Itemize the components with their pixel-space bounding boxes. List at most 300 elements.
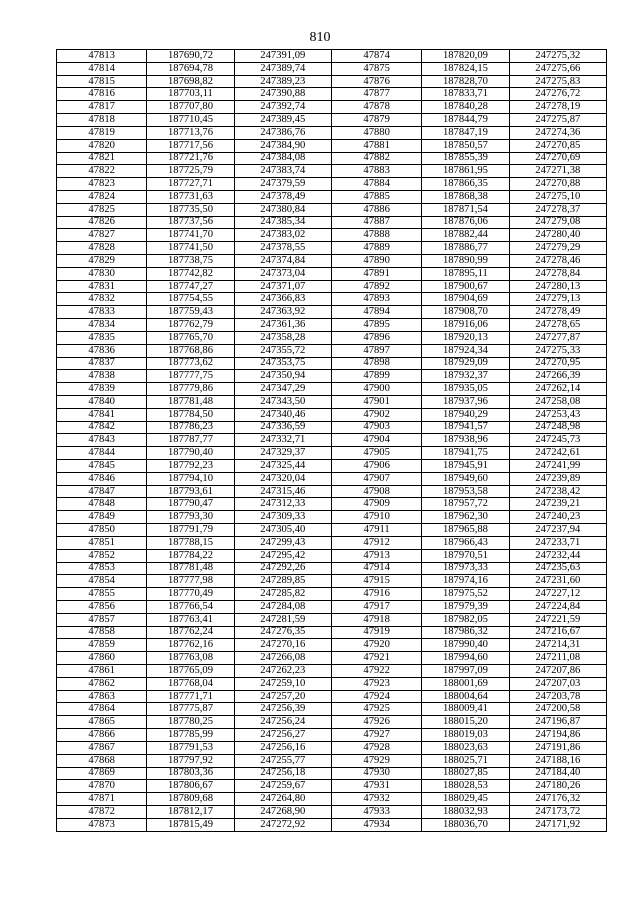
x-coordinate-left: 187717,56 xyxy=(147,139,234,152)
point-number-right: 47915 xyxy=(331,575,421,588)
x-coordinate-left: 187766,54 xyxy=(147,600,234,613)
x-coordinate-right: 188036,70 xyxy=(422,818,509,831)
point-number-right: 47885 xyxy=(331,190,421,203)
point-number-right: 47928 xyxy=(331,741,421,754)
table-row xyxy=(57,75,607,88)
point-number-left: 47844 xyxy=(57,447,147,460)
y-coordinate-right: 247279,08 xyxy=(509,216,606,229)
point-number-right: 47923 xyxy=(331,677,421,690)
y-coordinate-right: 247270,85 xyxy=(509,139,606,152)
table-row xyxy=(57,626,607,639)
x-coordinate-left: 187791,79 xyxy=(147,524,234,537)
table-row xyxy=(57,549,607,562)
point-number-left: 47815 xyxy=(57,75,147,88)
point-number-left: 47813 xyxy=(57,50,147,63)
y-coordinate-left: 247292,26 xyxy=(234,562,331,575)
y-coordinate-left: 247268,90 xyxy=(234,805,331,818)
y-coordinate-left: 247389,23 xyxy=(234,75,331,88)
point-number-left: 47837 xyxy=(57,357,147,370)
x-coordinate-left: 187793,61 xyxy=(147,485,234,498)
table-row xyxy=(57,575,607,588)
point-number-left: 47849 xyxy=(57,511,147,524)
table-row xyxy=(57,511,607,524)
point-number-right: 47887 xyxy=(331,216,421,229)
x-coordinate-left: 187779,86 xyxy=(147,383,234,396)
table-row xyxy=(57,524,607,537)
x-coordinate-left: 187786,23 xyxy=(147,421,234,434)
point-number-left: 47835 xyxy=(57,331,147,344)
x-coordinate-right: 187882,44 xyxy=(422,229,509,242)
y-coordinate-left: 247343,50 xyxy=(234,395,331,408)
point-number-right: 47896 xyxy=(331,331,421,344)
point-number-left: 47873 xyxy=(57,818,147,831)
y-coordinate-right: 247270,69 xyxy=(509,152,606,165)
point-number-left: 47830 xyxy=(57,267,147,280)
point-number-left: 47814 xyxy=(57,62,147,75)
table-row xyxy=(57,242,607,255)
point-number-right: 47933 xyxy=(331,805,421,818)
y-coordinate-left: 247383,02 xyxy=(234,229,331,242)
table-row xyxy=(57,716,607,729)
x-coordinate-right: 187990,40 xyxy=(422,639,509,652)
y-coordinate-right: 247248,98 xyxy=(509,421,606,434)
x-coordinate-right: 187855,39 xyxy=(422,152,509,165)
x-coordinate-left: 187727,71 xyxy=(147,178,234,191)
x-coordinate-right: 187962,30 xyxy=(422,511,509,524)
point-number-right: 47897 xyxy=(331,344,421,357)
table-row xyxy=(57,267,607,280)
x-coordinate-left: 187713,76 xyxy=(147,126,234,139)
y-coordinate-left: 247272,92 xyxy=(234,818,331,831)
y-coordinate-right: 247216,67 xyxy=(509,626,606,639)
x-coordinate-right: 187916,06 xyxy=(422,319,509,332)
point-number-right: 47883 xyxy=(331,165,421,178)
table-row xyxy=(57,562,607,575)
point-number-right: 47874 xyxy=(331,50,421,63)
x-coordinate-left: 187698,82 xyxy=(147,75,234,88)
point-number-left: 47824 xyxy=(57,190,147,203)
x-coordinate-left: 187803,36 xyxy=(147,767,234,780)
y-coordinate-right: 247275,33 xyxy=(509,344,606,357)
y-coordinate-right: 247278,37 xyxy=(509,203,606,216)
point-number-right: 47875 xyxy=(331,62,421,75)
x-coordinate-right: 187868,38 xyxy=(422,190,509,203)
x-coordinate-left: 187725,79 xyxy=(147,165,234,178)
point-number-left: 47842 xyxy=(57,421,147,434)
y-coordinate-left: 247386,76 xyxy=(234,126,331,139)
table-row xyxy=(57,741,607,754)
x-coordinate-left: 187781,48 xyxy=(147,562,234,575)
point-number-left: 47843 xyxy=(57,434,147,447)
y-coordinate-left: 247315,46 xyxy=(234,485,331,498)
y-coordinate-left: 247378,55 xyxy=(234,242,331,255)
x-coordinate-right: 187997,09 xyxy=(422,665,509,678)
x-coordinate-right: 187886,77 xyxy=(422,242,509,255)
table-row xyxy=(57,216,607,229)
x-coordinate-left: 187765,09 xyxy=(147,665,234,678)
x-coordinate-right: 187935,05 xyxy=(422,383,509,396)
y-coordinate-left: 247353,75 xyxy=(234,357,331,370)
table-row xyxy=(57,690,607,703)
y-coordinate-left: 247305,40 xyxy=(234,524,331,537)
table-row xyxy=(57,344,607,357)
y-coordinate-right: 247227,12 xyxy=(509,588,606,601)
x-coordinate-left: 187731,63 xyxy=(147,190,234,203)
x-coordinate-right: 187871,54 xyxy=(422,203,509,216)
x-coordinate-left: 187735,50 xyxy=(147,203,234,216)
y-coordinate-left: 247391,09 xyxy=(234,50,331,63)
table-row xyxy=(57,255,607,268)
x-coordinate-right: 187820,09 xyxy=(422,50,509,63)
table-row xyxy=(57,460,607,473)
x-coordinate-left: 187787,77 xyxy=(147,434,234,447)
x-coordinate-left: 187809,68 xyxy=(147,793,234,806)
point-number-left: 47822 xyxy=(57,165,147,178)
y-coordinate-left: 247383,74 xyxy=(234,165,331,178)
table-row xyxy=(57,639,607,652)
point-number-left: 47857 xyxy=(57,613,147,626)
point-number-right: 47902 xyxy=(331,408,421,421)
point-number-left: 47817 xyxy=(57,101,147,114)
y-coordinate-left: 247299,43 xyxy=(234,536,331,549)
y-coordinate-left: 247312,33 xyxy=(234,498,331,511)
point-number-right: 47882 xyxy=(331,152,421,165)
y-coordinate-left: 247295,42 xyxy=(234,549,331,562)
y-coordinate-right: 247176,32 xyxy=(509,793,606,806)
point-number-left: 47846 xyxy=(57,472,147,485)
y-coordinate-right: 247262,14 xyxy=(509,383,606,396)
y-coordinate-left: 247355,72 xyxy=(234,344,331,357)
y-coordinate-left: 247380,84 xyxy=(234,203,331,216)
table-row xyxy=(57,421,607,434)
y-coordinate-right: 247277,87 xyxy=(509,331,606,344)
table-row xyxy=(57,88,607,101)
point-number-left: 47853 xyxy=(57,562,147,575)
point-number-left: 47854 xyxy=(57,575,147,588)
x-coordinate-right: 187861,95 xyxy=(422,165,509,178)
coordinates-table-body xyxy=(57,50,607,832)
x-coordinate-right: 187920,13 xyxy=(422,331,509,344)
point-number-right: 47890 xyxy=(331,255,421,268)
x-coordinate-right: 187979,39 xyxy=(422,600,509,613)
point-number-right: 47910 xyxy=(331,511,421,524)
point-number-left: 47866 xyxy=(57,729,147,742)
x-coordinate-left: 187777,98 xyxy=(147,575,234,588)
point-number-left: 47823 xyxy=(57,178,147,191)
point-number-right: 47904 xyxy=(331,434,421,447)
y-coordinate-right: 247278,46 xyxy=(509,255,606,268)
point-number-right: 47917 xyxy=(331,600,421,613)
x-coordinate-left: 187763,08 xyxy=(147,652,234,665)
y-coordinate-left: 247389,45 xyxy=(234,114,331,127)
table-row xyxy=(57,306,607,319)
point-number-left: 47862 xyxy=(57,677,147,690)
y-coordinate-right: 247239,89 xyxy=(509,472,606,485)
point-number-right: 47921 xyxy=(331,652,421,665)
point-number-left: 47861 xyxy=(57,665,147,678)
y-coordinate-left: 247255,77 xyxy=(234,754,331,767)
y-coordinate-right: 247221,59 xyxy=(509,613,606,626)
y-coordinate-right: 247274,36 xyxy=(509,126,606,139)
coordinates-table xyxy=(56,49,607,832)
y-coordinate-right: 247214,31 xyxy=(509,639,606,652)
point-number-left: 47868 xyxy=(57,754,147,767)
point-number-right: 47880 xyxy=(331,126,421,139)
x-coordinate-left: 187780,25 xyxy=(147,716,234,729)
y-coordinate-right: 247271,38 xyxy=(509,165,606,178)
point-number-left: 47840 xyxy=(57,395,147,408)
table-row xyxy=(57,600,607,613)
y-coordinate-left: 247285,82 xyxy=(234,588,331,601)
x-coordinate-left: 187690,72 xyxy=(147,50,234,63)
y-coordinate-right: 247276,72 xyxy=(509,88,606,101)
table-row xyxy=(57,805,607,818)
y-coordinate-left: 247384,08 xyxy=(234,152,331,165)
x-coordinate-right: 187949,60 xyxy=(422,472,509,485)
y-coordinate-right: 247242,61 xyxy=(509,447,606,460)
point-number-right: 47877 xyxy=(331,88,421,101)
point-number-right: 47888 xyxy=(331,229,421,242)
x-coordinate-right: 187940,29 xyxy=(422,408,509,421)
y-coordinate-left: 247257,20 xyxy=(234,690,331,703)
table-row xyxy=(57,729,607,742)
y-coordinate-left: 247340,46 xyxy=(234,408,331,421)
table-row xyxy=(57,434,607,447)
x-coordinate-right: 187945,91 xyxy=(422,460,509,473)
point-number-left: 47850 xyxy=(57,524,147,537)
point-number-right: 47893 xyxy=(331,293,421,306)
y-coordinate-right: 247235,63 xyxy=(509,562,606,575)
point-number-left: 47827 xyxy=(57,229,147,242)
x-coordinate-left: 187759,43 xyxy=(147,306,234,319)
point-number-right: 47878 xyxy=(331,101,421,114)
x-coordinate-left: 187694,78 xyxy=(147,62,234,75)
point-number-left: 47872 xyxy=(57,805,147,818)
y-coordinate-right: 247171,92 xyxy=(509,818,606,831)
y-coordinate-right: 247241,99 xyxy=(509,460,606,473)
table-row xyxy=(57,319,607,332)
point-number-right: 47892 xyxy=(331,280,421,293)
table-row xyxy=(57,50,607,63)
point-number-left: 47839 xyxy=(57,383,147,396)
table-row xyxy=(57,139,607,152)
x-coordinate-right: 187847,19 xyxy=(422,126,509,139)
point-number-right: 47926 xyxy=(331,716,421,729)
x-coordinate-right: 188004,64 xyxy=(422,690,509,703)
point-number-left: 47841 xyxy=(57,408,147,421)
x-coordinate-left: 187768,04 xyxy=(147,677,234,690)
x-coordinate-right: 187866,35 xyxy=(422,178,509,191)
table-row xyxy=(57,114,607,127)
point-number-right: 47925 xyxy=(331,703,421,716)
x-coordinate-left: 187790,47 xyxy=(147,498,234,511)
point-number-right: 47916 xyxy=(331,588,421,601)
x-coordinate-right: 188009,41 xyxy=(422,703,509,716)
table-row xyxy=(57,357,607,370)
x-coordinate-right: 187957,72 xyxy=(422,498,509,511)
table-row xyxy=(57,293,607,306)
y-coordinate-right: 247184,40 xyxy=(509,767,606,780)
y-coordinate-right: 247238,42 xyxy=(509,485,606,498)
y-coordinate-right: 247253,43 xyxy=(509,408,606,421)
y-coordinate-left: 247373,04 xyxy=(234,267,331,280)
x-coordinate-right: 187828,70 xyxy=(422,75,509,88)
y-coordinate-left: 247256,27 xyxy=(234,729,331,742)
x-coordinate-right: 187840,28 xyxy=(422,101,509,114)
y-coordinate-right: 247191,86 xyxy=(509,741,606,754)
table-row xyxy=(57,793,607,806)
y-coordinate-left: 247390,88 xyxy=(234,88,331,101)
table-row xyxy=(57,395,607,408)
y-coordinate-left: 247281,59 xyxy=(234,613,331,626)
x-coordinate-left: 187794,10 xyxy=(147,472,234,485)
x-coordinate-right: 187908,70 xyxy=(422,306,509,319)
y-coordinate-right: 247203,78 xyxy=(509,690,606,703)
table-row xyxy=(57,383,607,396)
point-number-right: 47909 xyxy=(331,498,421,511)
y-coordinate-right: 247239,21 xyxy=(509,498,606,511)
x-coordinate-right: 188023,63 xyxy=(422,741,509,754)
table-row xyxy=(57,101,607,114)
x-coordinate-right: 188029,45 xyxy=(422,793,509,806)
x-coordinate-right: 187937,96 xyxy=(422,395,509,408)
x-coordinate-left: 187792,23 xyxy=(147,460,234,473)
x-coordinate-right: 188015,20 xyxy=(422,716,509,729)
point-number-left: 47855 xyxy=(57,588,147,601)
x-coordinate-left: 187763,41 xyxy=(147,613,234,626)
x-coordinate-right: 187850,57 xyxy=(422,139,509,152)
y-coordinate-left: 247389,74 xyxy=(234,62,331,75)
y-coordinate-left: 247378,49 xyxy=(234,190,331,203)
x-coordinate-right: 187929,09 xyxy=(422,357,509,370)
x-coordinate-left: 187742,82 xyxy=(147,267,234,280)
point-number-right: 47898 xyxy=(331,357,421,370)
y-coordinate-right: 247279,29 xyxy=(509,242,606,255)
point-number-left: 47818 xyxy=(57,114,147,127)
point-number-left: 47819 xyxy=(57,126,147,139)
x-coordinate-right: 187974,16 xyxy=(422,575,509,588)
y-coordinate-left: 247264,80 xyxy=(234,793,331,806)
y-coordinate-right: 247275,83 xyxy=(509,75,606,88)
point-number-right: 47901 xyxy=(331,395,421,408)
point-number-left: 47860 xyxy=(57,652,147,665)
point-number-right: 47918 xyxy=(331,613,421,626)
y-coordinate-left: 247358,28 xyxy=(234,331,331,344)
y-coordinate-left: 247256,16 xyxy=(234,741,331,754)
x-coordinate-left: 187741,70 xyxy=(147,229,234,242)
y-coordinate-right: 247266,39 xyxy=(509,370,606,383)
y-coordinate-left: 247262,23 xyxy=(234,665,331,678)
x-coordinate-left: 187710,45 xyxy=(147,114,234,127)
point-number-left: 47856 xyxy=(57,600,147,613)
point-number-left: 47836 xyxy=(57,344,147,357)
point-number-right: 47908 xyxy=(331,485,421,498)
point-number-left: 47859 xyxy=(57,639,147,652)
point-number-right: 47919 xyxy=(331,626,421,639)
x-coordinate-left: 187797,92 xyxy=(147,754,234,767)
point-number-right: 47879 xyxy=(331,114,421,127)
x-coordinate-right: 187966,43 xyxy=(422,536,509,549)
x-coordinate-left: 187762,79 xyxy=(147,319,234,332)
y-coordinate-right: 247233,71 xyxy=(509,536,606,549)
table-row xyxy=(57,818,607,831)
x-coordinate-right: 187941,75 xyxy=(422,447,509,460)
x-coordinate-left: 187738,75 xyxy=(147,255,234,268)
point-number-right: 47912 xyxy=(331,536,421,549)
y-coordinate-left: 247270,16 xyxy=(234,639,331,652)
x-coordinate-left: 187703,11 xyxy=(147,88,234,101)
x-coordinate-left: 187788,15 xyxy=(147,536,234,549)
point-number-left: 47825 xyxy=(57,203,147,216)
x-coordinate-left: 187775,87 xyxy=(147,703,234,716)
table-row xyxy=(57,126,607,139)
y-coordinate-left: 247361,36 xyxy=(234,319,331,332)
y-coordinate-right: 247207,86 xyxy=(509,665,606,678)
point-number-right: 47889 xyxy=(331,242,421,255)
y-coordinate-left: 247347,29 xyxy=(234,383,331,396)
point-number-left: 47820 xyxy=(57,139,147,152)
table-row xyxy=(57,767,607,780)
x-coordinate-right: 187876,06 xyxy=(422,216,509,229)
point-number-right: 47922 xyxy=(331,665,421,678)
x-coordinate-left: 187754,55 xyxy=(147,293,234,306)
y-coordinate-right: 247275,10 xyxy=(509,190,606,203)
x-coordinate-left: 187765,70 xyxy=(147,331,234,344)
table-row xyxy=(57,178,607,191)
point-number-right: 47929 xyxy=(331,754,421,767)
point-number-right: 47930 xyxy=(331,767,421,780)
y-coordinate-right: 247279,13 xyxy=(509,293,606,306)
table-row xyxy=(57,613,607,626)
y-coordinate-left: 247256,39 xyxy=(234,703,331,716)
x-coordinate-right: 187965,88 xyxy=(422,524,509,537)
y-coordinate-right: 247278,84 xyxy=(509,267,606,280)
x-coordinate-right: 187970,51 xyxy=(422,549,509,562)
point-number-right: 47913 xyxy=(331,549,421,562)
table-row xyxy=(57,472,607,485)
y-coordinate-right: 247232,44 xyxy=(509,549,606,562)
point-number-right: 47920 xyxy=(331,639,421,652)
point-number-left: 47870 xyxy=(57,780,147,793)
point-number-right: 47881 xyxy=(331,139,421,152)
table-row xyxy=(57,190,607,203)
table-row xyxy=(57,780,607,793)
y-coordinate-left: 247366,83 xyxy=(234,293,331,306)
x-coordinate-left: 187815,49 xyxy=(147,818,234,831)
point-number-left: 47834 xyxy=(57,319,147,332)
x-coordinate-left: 187793,30 xyxy=(147,511,234,524)
y-coordinate-left: 247256,24 xyxy=(234,716,331,729)
y-coordinate-left: 247379,59 xyxy=(234,178,331,191)
y-coordinate-left: 247309,33 xyxy=(234,511,331,524)
point-number-right: 47903 xyxy=(331,421,421,434)
x-coordinate-right: 187833,71 xyxy=(422,88,509,101)
x-coordinate-left: 187721,76 xyxy=(147,152,234,165)
y-coordinate-right: 247200,58 xyxy=(509,703,606,716)
y-coordinate-right: 247173,72 xyxy=(509,805,606,818)
point-number-left: 47865 xyxy=(57,716,147,729)
point-number-right: 47876 xyxy=(331,75,421,88)
x-coordinate-right: 188027,85 xyxy=(422,767,509,780)
point-number-left: 47838 xyxy=(57,370,147,383)
point-number-left: 47869 xyxy=(57,767,147,780)
x-coordinate-right: 188001,69 xyxy=(422,677,509,690)
y-coordinate-right: 247280,13 xyxy=(509,280,606,293)
table-row xyxy=(57,485,607,498)
x-coordinate-left: 187707,80 xyxy=(147,101,234,114)
point-number-right: 47899 xyxy=(331,370,421,383)
table-row xyxy=(57,408,607,421)
